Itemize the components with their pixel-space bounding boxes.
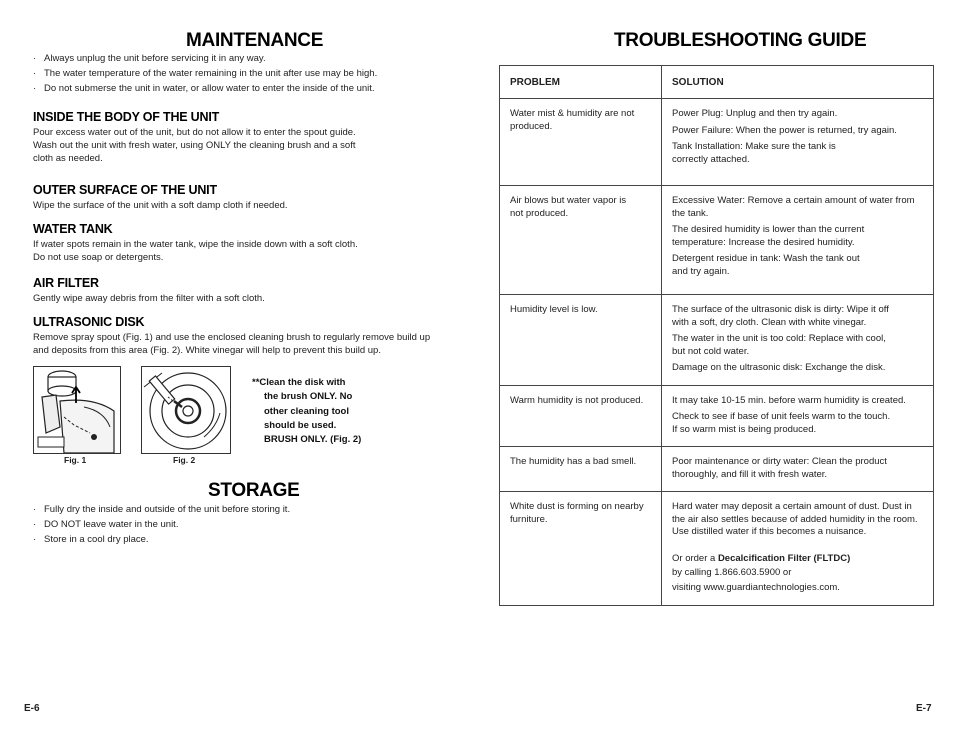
- solution-item: Poor maintenance or dirty water: Clean the product thoroughly, and fill it with fresh water.: [672, 456, 887, 480]
- table-header-row: [500, 66, 934, 99]
- solution-item: Detergent residue in tank: Wash the tank out and try again.: [672, 253, 860, 277]
- problem-cell: [500, 447, 662, 492]
- text-line: Do not use soap or detergents.: [33, 252, 164, 263]
- note-line: other cleaning tool: [264, 405, 349, 417]
- text-line: Warm humidity is not produced.: [510, 394, 644, 406]
- solution-item: Tank Installation: Make sure the tank is correctly attached.: [672, 141, 836, 165]
- text-line: and deposits from this area (Fig. 2). White vinegar will help to prevent this build up.: [33, 345, 381, 356]
- section-heading: WATER TANK: [33, 222, 113, 236]
- solution-item: Power Failure: When the power is returned, try again.: [672, 124, 897, 136]
- solution-cell: [662, 492, 934, 606]
- section-heading: ULTRASONIC DISK: [33, 315, 145, 329]
- problem-cell: [500, 295, 662, 386]
- note-line: should be used.: [264, 419, 337, 431]
- solution-item: Power Plug: Unplug and then try again.: [672, 108, 838, 119]
- solution-item: The surface of the ultrasonic disk is dirty: Wipe it off with a soft, dry cloth. Clean with white vinegar.: [672, 304, 889, 328]
- text-line: Remove spray spout (Fig. 1) and use the enclosed cleaning brush to regularly remove build up: [33, 332, 431, 343]
- table-row: [500, 99, 934, 186]
- text-line: Air blows but water vapor is: [510, 195, 627, 206]
- storage-bullets: [33, 502, 463, 547]
- problem-column-header: PROBLEM: [500, 66, 662, 99]
- problem-cell: [500, 99, 662, 186]
- table-row: [500, 385, 934, 447]
- problem-cell: [500, 385, 662, 447]
- text-line: Humidity level is low.: [510, 304, 598, 315]
- section-heading: OUTER SURFACE OF THE UNIT: [33, 183, 217, 197]
- solution-cell: [662, 447, 934, 492]
- text-line: If water spots remain in the water tank, wipe the inside down with a soft cloth.: [33, 239, 358, 250]
- problem-cell: [500, 186, 662, 295]
- figure-1-caption: Fig. 1: [64, 455, 87, 465]
- list-item: · Do not submerse the unit in water, or allow water to enter the inside of the unit.: [33, 81, 463, 96]
- solution-column-header: SOLUTION: [662, 66, 934, 99]
- figure-1: [33, 366, 121, 454]
- text-line: Pour excess water out of the unit, but do not allow it to enter the spout guide.: [33, 127, 356, 138]
- text-line: White dust is forming on nearby: [510, 501, 644, 512]
- ultrasonic-disk-brush-illustration-icon: [142, 367, 230, 453]
- maintenance-title: MAINTENANCE: [186, 30, 324, 51]
- text-line: Wash out the unit with fresh water, using ONLY the cleaning brush and a soft: [33, 140, 356, 151]
- troubleshooting-table: [499, 65, 934, 606]
- spray-spout-illustration-icon: [34, 367, 120, 453]
- maintenance-bullets: [33, 51, 463, 96]
- figure-2: [141, 366, 231, 454]
- text-line: Gently wipe away debris from the filter with a soft cloth.: [33, 293, 265, 304]
- note-line: the brush ONLY. No: [264, 391, 353, 403]
- table-row: [500, 447, 934, 492]
- section-body: [33, 292, 473, 305]
- note-line: BRUSH ONLY. (Fig. 2): [264, 434, 362, 446]
- order-info: Or order a Decalcification Filter (FLTDC) by calling 1.866.603.5900 or visiting www.guardiantechnologies.com.: [672, 552, 851, 593]
- solution-item: Hard water may deposit a certain amount of dust. Dust in the air also settles because of added humidity in the room. Use distilled water if this becomes a nuisance.: [672, 501, 918, 537]
- page-number-left: E-6: [24, 703, 40, 714]
- list-item: · Always unplug the unit before servicing it in any way.: [33, 51, 463, 66]
- section-body: [33, 199, 473, 212]
- troubleshooting-title: TROUBLESHOOTING GUIDE: [614, 30, 867, 51]
- solution-item: The desired humidity is lower than the current temperature: Increase the desired humidity.: [672, 224, 865, 248]
- text-line: produced.: [510, 120, 553, 132]
- solution-item: The water in the unit is too cold: Replace with cool, but not cold water.: [672, 333, 886, 357]
- text-line: Wipe the surface of the unit with a soft damp cloth if needed.: [33, 200, 288, 211]
- solution-item: Check to see if base of unit feels warm to the touch. If so warm mist is being produced.: [672, 411, 891, 435]
- text-line: The humidity has a bad smell.: [510, 456, 637, 467]
- figure-2-caption: Fig. 2: [173, 455, 196, 465]
- solution-item: Excessive Water: Remove a certain amount of water from the tank.: [672, 195, 915, 219]
- section-body: [33, 331, 473, 357]
- table-row: [500, 186, 934, 295]
- section-body: [33, 126, 473, 165]
- section-heading: INSIDE THE BODY OF THE UNIT: [33, 110, 220, 124]
- text-line: cloth as needed.: [33, 153, 103, 164]
- note-line: **Clean the disk with: [252, 377, 346, 388]
- storage-title: STORAGE: [208, 480, 300, 501]
- section-heading: AIR FILTER: [33, 276, 99, 290]
- text-line: furniture.: [510, 513, 548, 525]
- solution-cell: [662, 99, 934, 186]
- solution-cell: [662, 385, 934, 447]
- text-line: Water mist & humidity are not: [510, 108, 635, 119]
- list-item: · The water temperature of the water remaining in the unit after use may be high.: [33, 66, 463, 81]
- section-body: [33, 238, 473, 264]
- solution-item: It may take 10-15 min. before warm humidity is created.: [672, 394, 906, 406]
- table-row: [500, 492, 934, 606]
- solution-item: Damage on the ultrasonic disk: Exchange the disk.: [672, 362, 886, 373]
- page-number-right: E-7: [916, 703, 932, 714]
- solution-cell: [662, 295, 934, 386]
- problem-cell: [500, 492, 662, 606]
- text-line: not produced.: [510, 207, 569, 219]
- table-row: [500, 295, 934, 386]
- filter-product-name: Decalcification Filter (FLTDC): [717, 552, 851, 564]
- solution-cell: [662, 186, 934, 295]
- list-item: · DO NOT leave water in the unit.: [33, 517, 463, 532]
- list-item: · Store in a cool dry place.: [33, 532, 463, 547]
- list-item: · Fully dry the inside and outside of the unit before storing it.: [33, 502, 463, 517]
- cleaning-note: [252, 376, 361, 447]
